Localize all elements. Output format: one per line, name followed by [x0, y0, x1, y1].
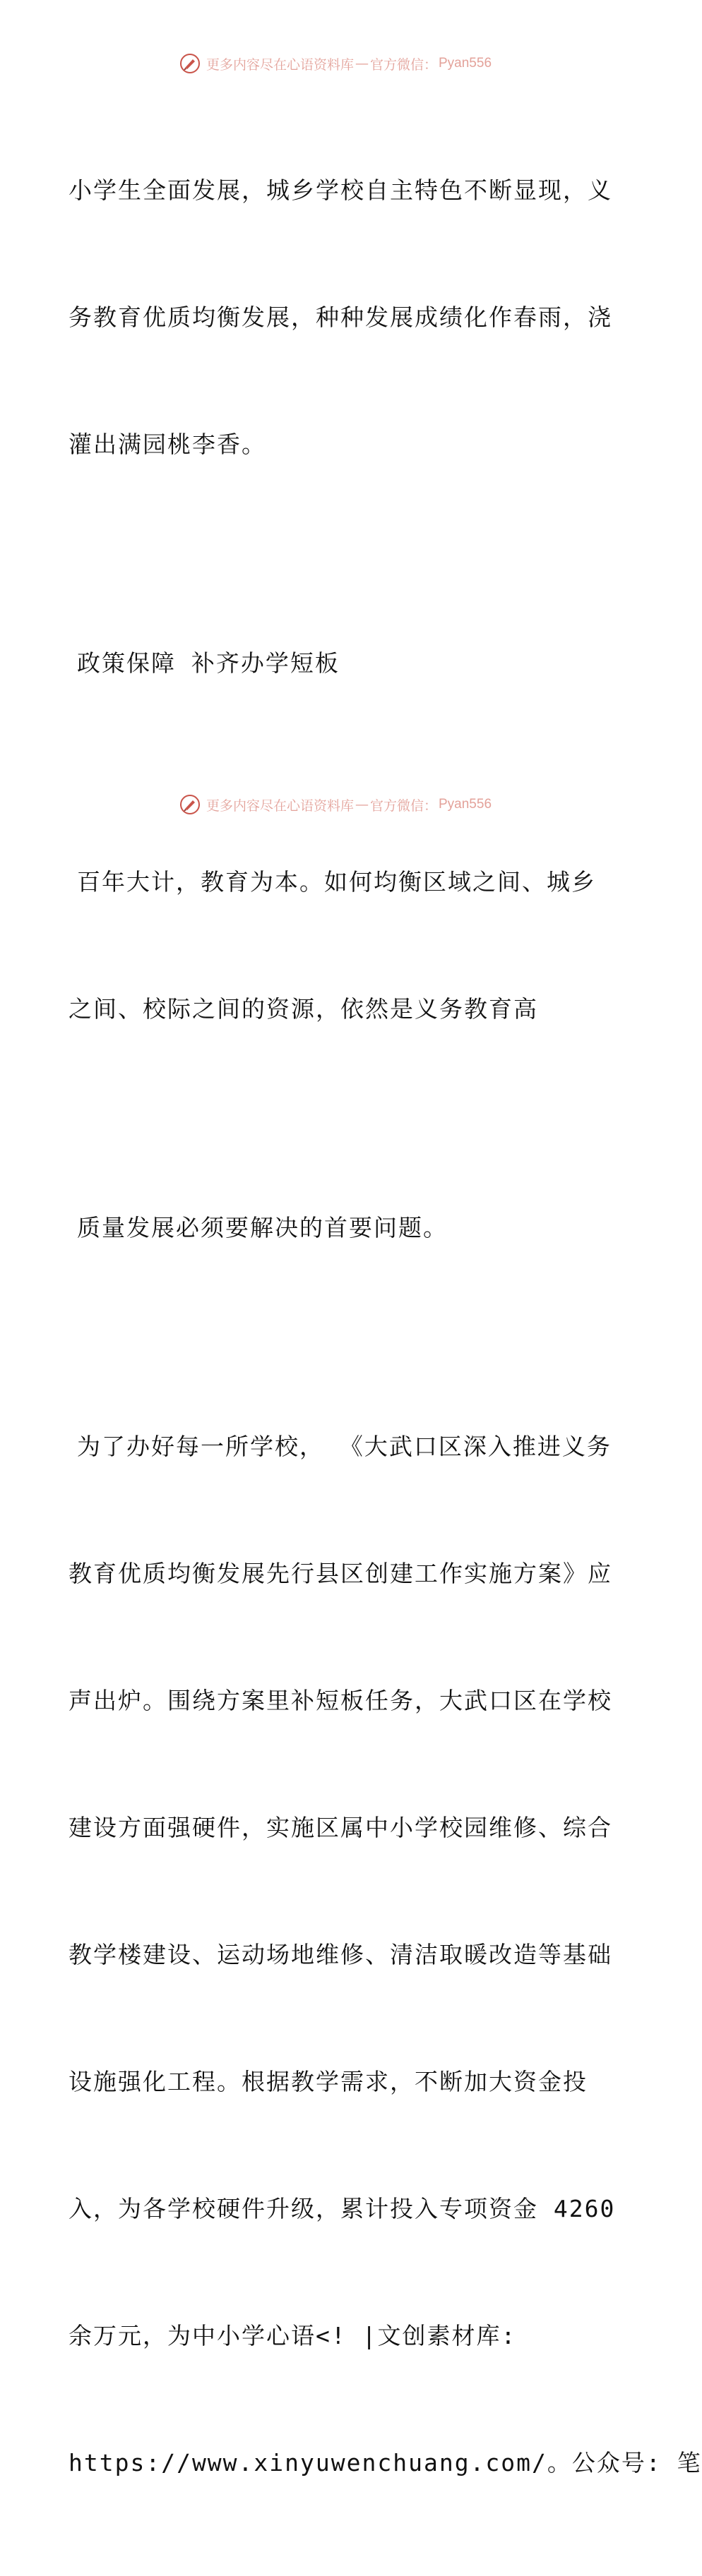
- text-line: 教学楼建设、运动场地维修、清洁取暖改造等基础: [69, 1941, 612, 1968]
- text-line: https://www.xinyuwenchuang.com/。公众号: 笔: [69, 2449, 702, 2476]
- text-line: 之间、校际之间的资源，依然是义务教育高: [69, 995, 538, 1023]
- text-line: 小学生全面发展，城乡学校自主特色不断显现，义: [69, 176, 612, 204]
- banner-separator: —: [355, 797, 369, 812]
- text-line: 设施强化工程。根据教学需求，不断加大资金投: [69, 2068, 588, 2095]
- paragraph-2: [69, 776, 605, 1115]
- paragraph-3: [69, 1122, 605, 1334]
- banner-site-text: 更多内容尽在心语资料库: [206, 798, 354, 814]
- paragraph-4: [69, 1341, 702, 2569]
- banner-wechat-label: 官方微信：: [369, 56, 437, 73]
- document-body: [69, 85, 702, 2576]
- pen-logo-icon: [179, 53, 201, 74]
- text-line: 教育优质均衡发展先行县区创建工作实施方案》应: [69, 1560, 612, 1587]
- text-line: 入，为各学校硬件升级，累计投入专项资金 4260: [69, 2195, 616, 2222]
- header-watermark: [0, 51, 671, 76]
- text-line: 灌出满园桃李香。: [69, 431, 266, 458]
- pen-logo-icon: [179, 794, 201, 815]
- banner-site-text: 更多内容尽在心语资料库: [206, 56, 354, 73]
- banner-wechat-id: Pyan556: [439, 56, 492, 71]
- text-line: 建设方面强硬件，实施区属中小学校园维修、综合: [69, 1814, 612, 1841]
- text-line: 百年大计，教育为本。如何均衡区域之间、城乡: [77, 868, 596, 896]
- footer-watermark: [0, 792, 671, 817]
- text-line: 质量发展必须要解决的首要问题。: [77, 1214, 448, 1241]
- text-line: 余万元，为中小学心语<! |文创素材库:: [69, 2322, 517, 2349]
- text-line: 为了办好每一所学校， 《大武口区深入推进义务: [77, 1433, 612, 1460]
- section-heading: [69, 558, 605, 769]
- text-line: 声出炉。围绕方案里补短板任务，大武口区在学校: [69, 1687, 612, 1714]
- banner-separator: —: [355, 56, 369, 71]
- paragraph-1: [69, 85, 612, 550]
- heading-text: 政策保障 补齐办学短板: [77, 649, 340, 677]
- banner-wechat-label: 官方微信：: [369, 798, 437, 814]
- text-line: 务教育优质均衡发展，种种发展成绩化作春雨，浇: [69, 303, 612, 331]
- banner-wechat-id: Pyan556: [439, 797, 492, 812]
